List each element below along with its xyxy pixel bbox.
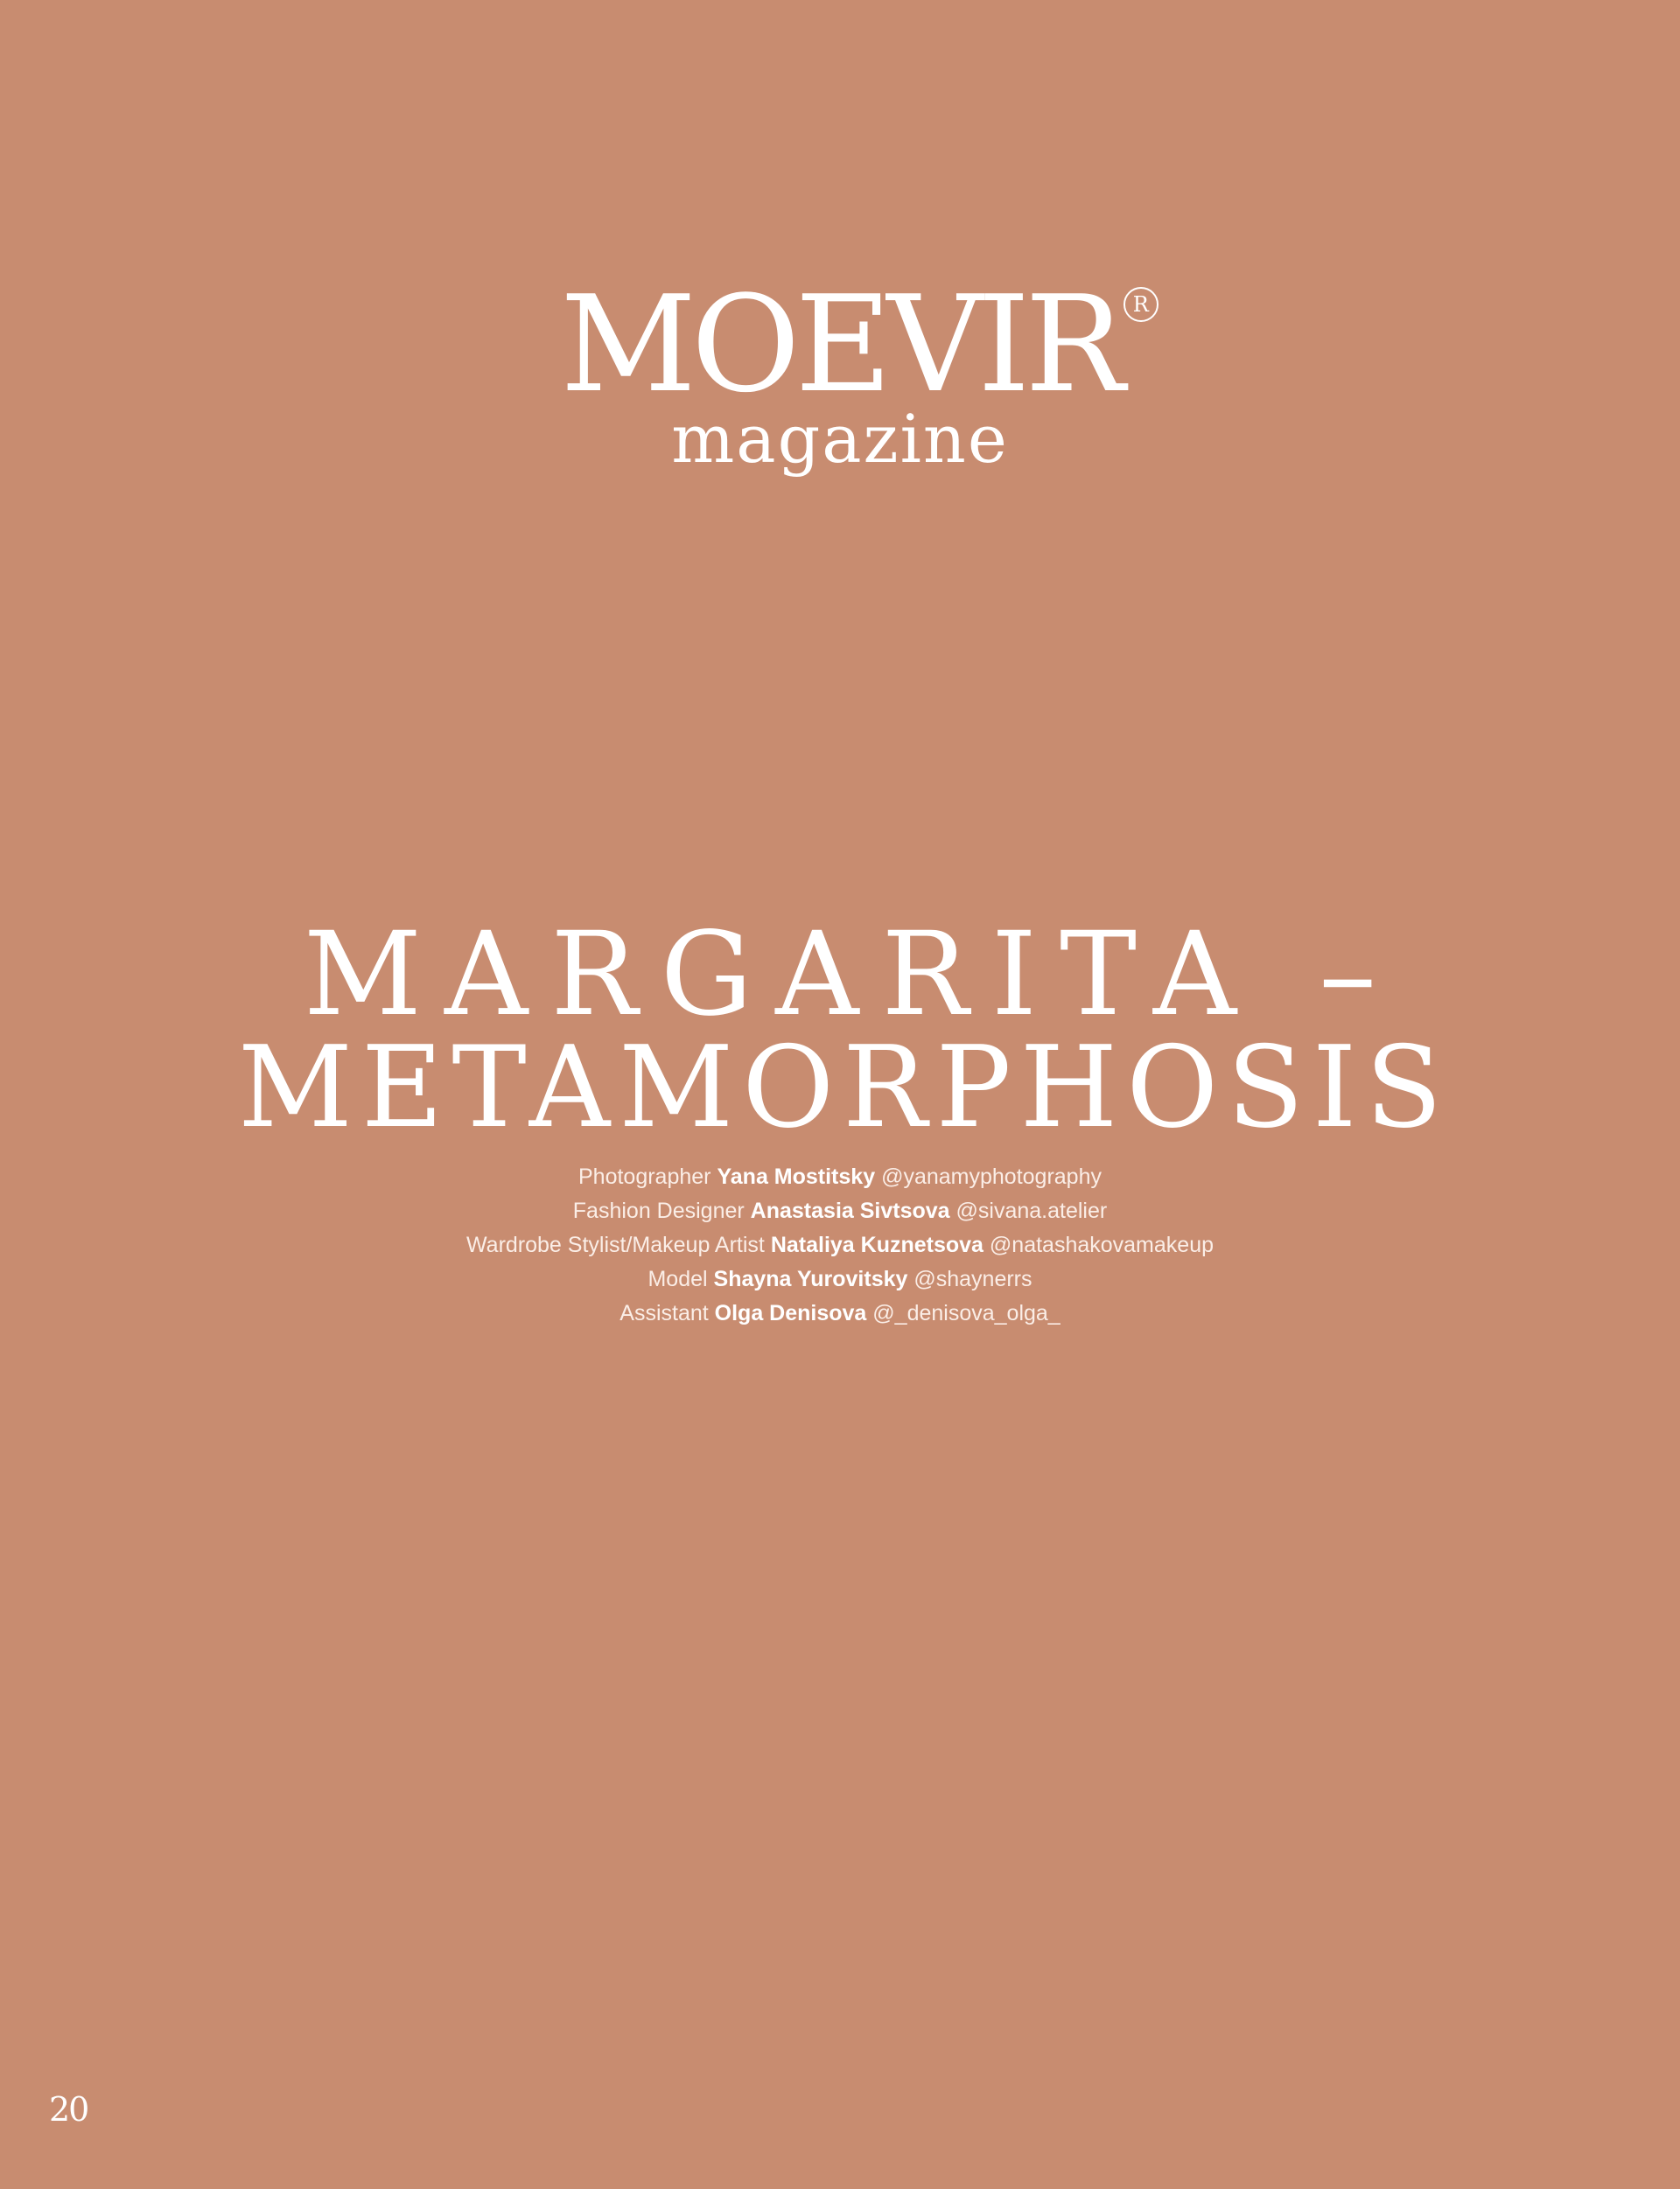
logo-subtitle: magazine: [671, 400, 1009, 478]
credit-handle: @sivana.atelier: [956, 1199, 1108, 1223]
credit-role: Assistant: [620, 1301, 709, 1325]
page-number: 20: [49, 2090, 88, 2129]
credit-line-photographer: [0, 1160, 1680, 1194]
credit-role: Wardrobe Stylist/Makeup Artist: [466, 1233, 765, 1257]
credit-name: Olga Denisova: [714, 1301, 867, 1325]
article-title-line-1: MARGARITA –: [303, 907, 1400, 1042]
registered-trademark-icon: R: [1124, 287, 1158, 322]
credit-name: Nataliya Kuznetsova: [770, 1233, 984, 1257]
credit-handle: @shaynerrs: [914, 1267, 1032, 1291]
credit-role: Fashion Designer: [572, 1199, 745, 1223]
credit-name: Yana Mostitsky: [717, 1164, 876, 1189]
logo-wordmark: [560, 267, 1149, 422]
credit-handle: @yanamyphotography: [881, 1164, 1102, 1189]
credit-name: Shayna Yurovitsky: [713, 1267, 908, 1291]
credit-name: Anastasia Sivtsova: [750, 1199, 950, 1223]
credit-line-fashion-designer: [0, 1194, 1680, 1228]
credit-handle: @_denisova_olga_: [872, 1301, 1060, 1325]
article-title-line-2: METAMORPHOSIS: [237, 1023, 1452, 1153]
masthead-logo: [0, 267, 1680, 478]
credit-line-model: [0, 1262, 1680, 1297]
logo-name-text: MOEVIR: [560, 267, 1120, 422]
credits-list: [0, 1160, 1680, 1331]
credit-line-assistant: [0, 1297, 1680, 1331]
article-title: [0, 907, 1680, 1153]
credit-line-stylist: [0, 1228, 1680, 1262]
credit-role: Photographer: [578, 1164, 711, 1189]
credit-role: Model: [648, 1267, 708, 1291]
credit-handle: @natashakovamakeup: [989, 1233, 1214, 1257]
